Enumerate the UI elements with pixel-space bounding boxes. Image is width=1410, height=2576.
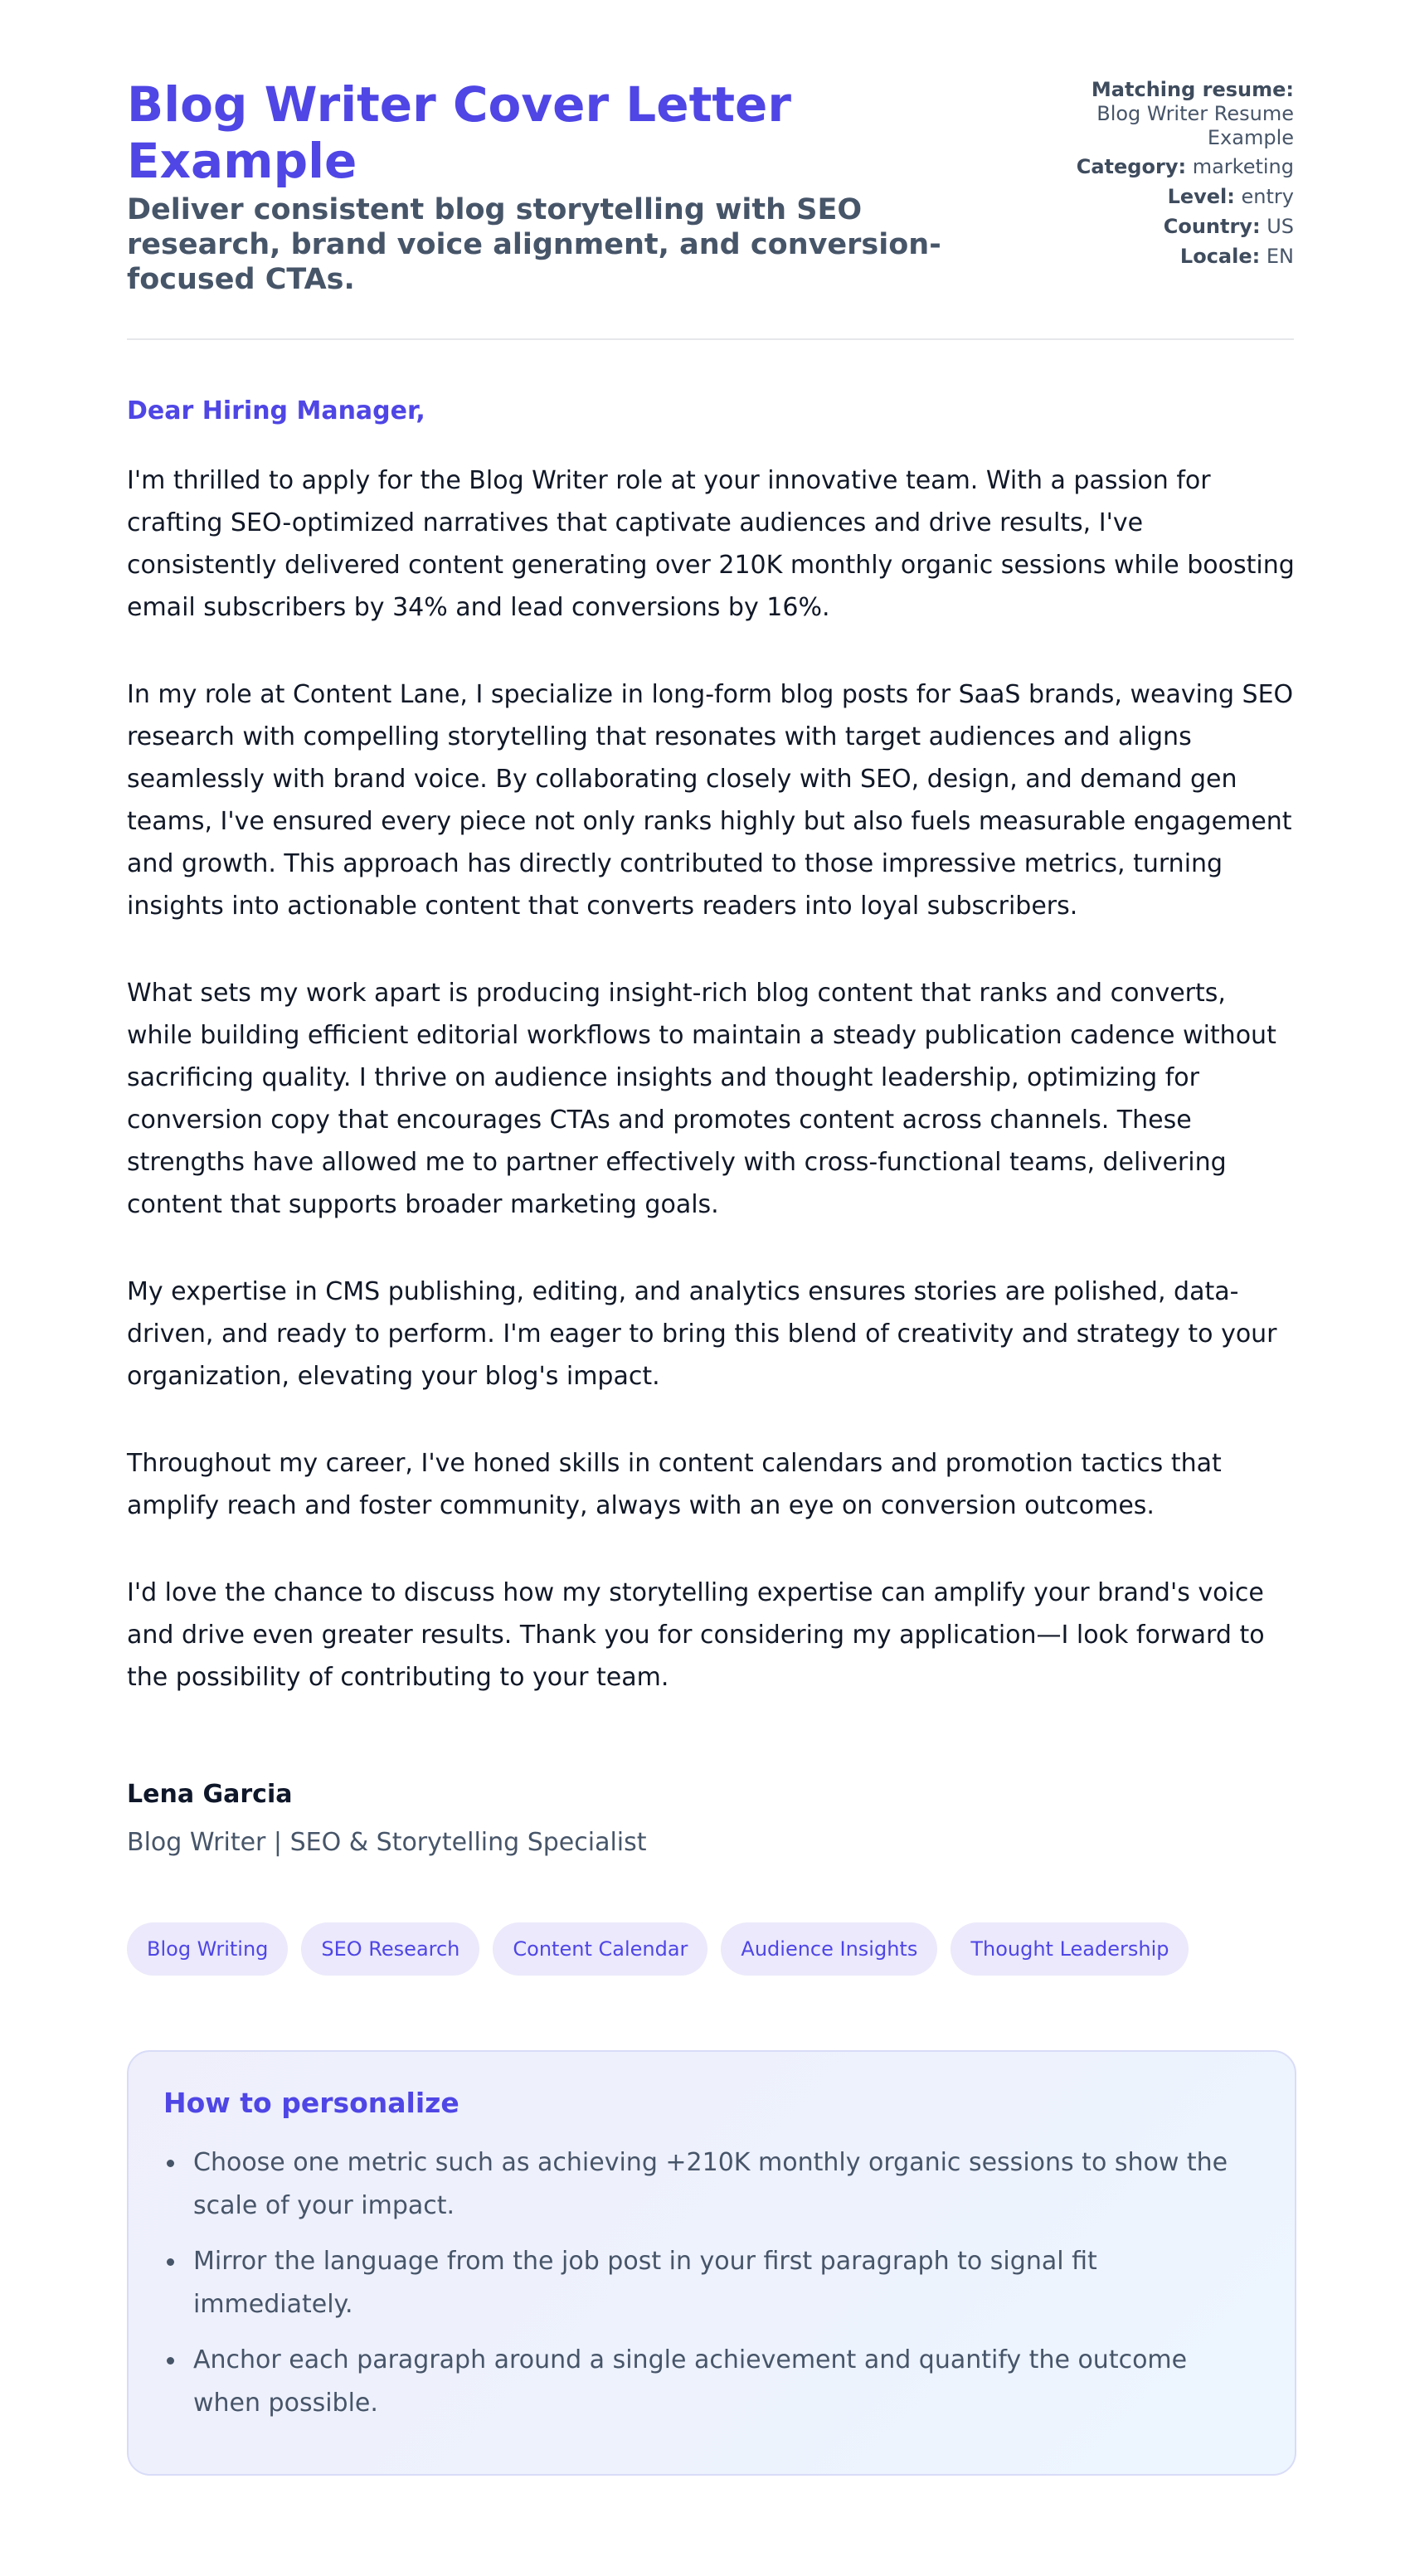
skill-tag: SEO Research: [301, 1922, 479, 1976]
header-titles: [127, 76, 989, 297]
meta-country-value: US: [1267, 215, 1294, 238]
skill-tags: [127, 1922, 1294, 1976]
meta-country-label: Country:: [1163, 215, 1261, 238]
meta-level: [1028, 185, 1294, 209]
tips-list: [163, 2141, 1260, 2425]
letter-paragraph: Throughout my career, I've honed skills in content calendars and promotion tactics that amplify reach and foster community, always with an eye on conversion outcomes.: [127, 1449, 1222, 1520]
bullet-icon: [167, 2357, 174, 2365]
letter-paragraph: I'd love the chance to discuss how my storytelling expertise can amplify your brand's voice and drive even greater results. Thank you for considering my application—I look forward to the possibility of contributing to your team.: [127, 1578, 1265, 1692]
meta-locale-label: Locale:: [1179, 245, 1261, 268]
letter-paragraph: In my role at Content Lane, I specialize in long-form blog posts for SaaS brands, weaving SEO research with compelling storytelling that resonates with target audiences and aligns seamlessly with brand voice. By collaborating closely with SEO, design, and demand gen teams, I've ensured every piece not only ranks highly but also fuels measurable engagement and growth. This approach has directly contributed to those impressive metrics, turning insights into actionable content that converts readers into loyal subscribers.: [127, 680, 1294, 921]
meta-level-label: Level:: [1167, 185, 1235, 208]
meta-category-value: marketing: [1192, 155, 1294, 178]
bullet-icon: [167, 2258, 174, 2266]
skill-tag: Audience Insights: [721, 1922, 937, 1976]
tips-item: [163, 2240, 1260, 2326]
meta-matching-resume-value: Blog Writer Resume Example: [1096, 102, 1294, 149]
meta-matching-resume: [1028, 78, 1294, 150]
page-header: [127, 76, 1294, 340]
letter-paragraph: What sets my work apart is producing insight-rich blog content that ranks and converts, while building efficient editorial workflows to maintain a steady publication cadence without sacrificing quality. I thrive on audience insights and thought leadership, optimizing for conversion copy that encourages CTAs and promotes content across channels. These strengths have allowed me to partner effectively with cross-functional teams, delivering content that supports broader marketing goals.: [127, 979, 1276, 1219]
tips-item-text: Mirror the language from the job post in your first paragraph to signal fit immediately.: [193, 2247, 1097, 2319]
signature-name: Lena Garcia: [127, 1780, 293, 1809]
page-subtitle: Deliver consistent blog storytelling with SEO research, brand voice alignment, and conversion-focused CTAs.: [127, 193, 941, 296]
letter-body: [127, 340, 1294, 1859]
personalize-tips-card: [127, 2050, 1296, 2476]
page-title: Blog Writer Cover Letter Example: [127, 76, 791, 189]
meta-category: [1028, 155, 1294, 179]
tips-item: [163, 2339, 1260, 2425]
bullet-icon: [167, 2160, 174, 2167]
meta-locale: [1028, 245, 1294, 269]
meta-category-label: Category:: [1076, 155, 1187, 178]
signature-title: Blog Writer | SEO & Storytelling Specialist: [127, 1828, 647, 1857]
skill-tag: Thought Leadership: [951, 1922, 1189, 1976]
meta-country: [1028, 215, 1294, 239]
tips-item-text: Anchor each paragraph around a single achievement and quantify the outcome when possible.: [193, 2345, 1188, 2418]
letter-paragraph: My expertise in CMS publishing, editing, and analytics ensures stories are polished, data-driven, and ready to perform. I'm eager to bring this blend of creativity and strategy to your organization, elevating your blog's impact.: [127, 1277, 1277, 1391]
meta-level-value: entry: [1241, 185, 1294, 208]
signature: [127, 1778, 1294, 1859]
meta-info: [1028, 78, 1294, 275]
letter-paragraph: I'm thrilled to apply for the Blog Writer role at your innovative team. With a passion for crafting SEO-optimized narratives that captivate audiences and drive results, I've consistently delivered content generating over 210K monthly organic sessions while boosting email subscribers by 34% and lead conversions by 16%.: [127, 466, 1295, 622]
meta-locale-value: EN: [1266, 245, 1294, 268]
skill-tag: Content Calendar: [493, 1922, 707, 1976]
tips-title: How to personalize: [163, 2087, 459, 2119]
tips-item: [163, 2141, 1260, 2228]
skill-tag: Blog Writing: [127, 1922, 288, 1976]
meta-matching-resume-label: Matching resume:: [1091, 78, 1294, 101]
letter-greeting: Dear Hiring Manager,: [127, 396, 425, 425]
tips-item-text: Choose one metric such as achieving +210K monthly organic sessions to show the scale of your impact.: [193, 2148, 1228, 2220]
